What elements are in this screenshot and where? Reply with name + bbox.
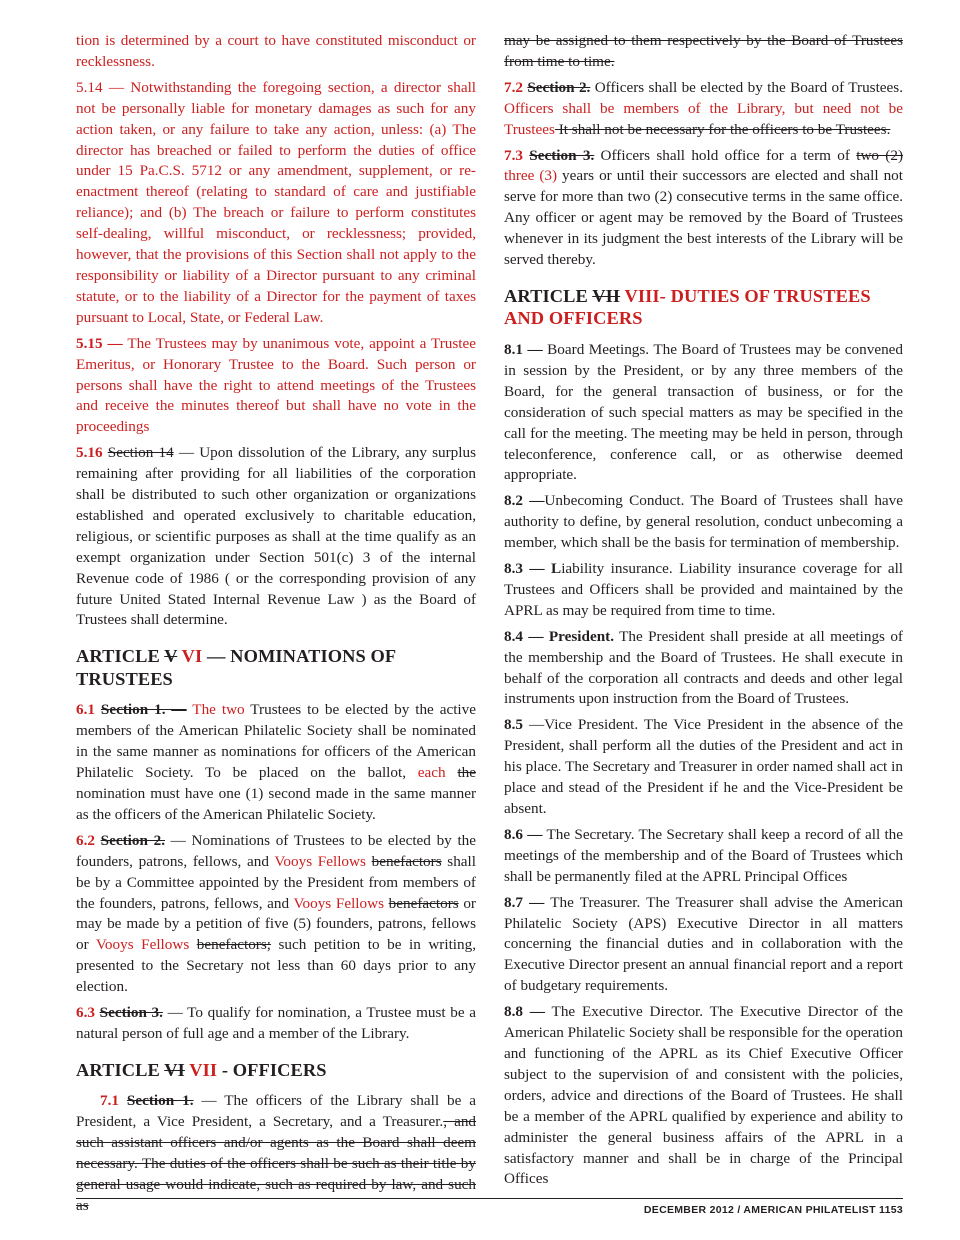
section-8-8: 8.8 — The Executive Director. The Executive Director of the American Philatelic Society shall be responsible for the operation and functioning of the APRL as its Chief Executive Officer subject to the supervision of and consistent with the policies, orders, advice and directions of the Board of Trustees. He shall be a member of the APRL qualified by experience and ability to administer the general business affairs of the APRL in a satisfactory manner and shall be in charge of the Principal Offices	[504, 1003, 904, 1188]
section-5-15: 5.15 — The Trustees may by unanimous vote, appoint a Trustee Emeritus, or Honorary Trustee to the Board. Such person or persons shall have the right to attend meetings of the Trustees and receive the minutes thereof but shall have no vote in the proceedings	[76, 334, 476, 436]
section-8-6: 8.6 — The Secretary. The Secretary shall keep a record of all the meetings of the membership and of the Board of Trustees which shall be permanently filed at the APRL Principal Offices	[504, 825, 904, 885]
section-7-1: 7.1 Section 1. — The officers of the Library shall be a President, a Vice President, a Secretary, and a Treasurer., and such assistant officers and/or agents as the Board shall deem necessary. The duties of the officers shall be such as their title by general usage would indicate, such as required by law, and such as	[76, 1092, 477, 1214]
left-column	[76, 31, 476, 1222]
section-8-3: 8.3 — Liability insurance. Liability insurance coverage for all Trustees and Officers shall be provided and maintained by the APRL as may be required from time to time.	[504, 560, 904, 619]
section-8-1: 8.1 — Board Meetings. The Board of Trustees may be convened in session by the President, or by any three members of the Board, for the general transaction of business, or for the consideration of such special matters as may be specified in the call for the meeting. The meeting may be held in person, through teleconference, conference call, or as otherwise deemed appropriate.	[504, 340, 903, 484]
section-8-2: 8.2 —Unbecoming Conduct. The Board of Trustees shall have authority to define, by general resolution, conduct unbecoming a member, which shall be the basis for termination of membership.	[504, 492, 903, 552]
section-7-3: 7.3 Section 3. Officers shall hold office for a term of two (2) three (3) years or until their successors are elected and shall not serve for more than two (2) consecutive terms in the same office. Any officer or agent may be removed by the Board of Trustees whenever in its judgment the best interests of the Library will be served thereby.	[504, 146, 904, 269]
section-7-2: 7.2 Section 2. Officers shall be elected by the Board of Trustees. Officers shall be members of the Library, but need not be Trustees It shall not be necessary for the officers to be Trustees.	[504, 78, 903, 138]
right-column	[504, 31, 903, 1195]
page-footer: DECEMBER 2012 / AMERICAN PHILATELIST 1153	[643, 1204, 903, 1216]
section-5-14: 5.14 — Notwithstanding the foregoing section, a director shall not be personally liable for monetary damages as such for any action taken, or any failure to take any action, unless: (a) The director has breached or failed to perform the duties of office under 15 Pa.C.S. 5712 or any amendment, supplement, or re-enactment thereof (relating to standard of care and justifiable reliance); and (b) The breach or failure to perform constitutes self-dealing, willful misconduct, or recklessness; provided, however, that the provisions of this Section shall not apply to the responsibility or liability of a Director pursuant to any criminal statute, or to the liability of a Director for the payment of taxes pursuant to Local, State, or Federal Law.	[76, 78, 477, 326]
article-6-heading: ARTICLE V VI — NOMINATIONS OF TRUSTEES	[76, 646, 396, 689]
article-8-heading: ARTICLE VII VIII- DUTIES OF TRUSTEES AND OFFICERS	[504, 285, 871, 329]
section-8-7: 8.7 — The Treasurer. The Treasurer shall advise the American Philatelic Society (APS) Executive Director in all matters concerning the financial duties and in collaboration with the Executive Director present an annual financial report and a report of budgetary requirements.	[504, 893, 903, 995]
section-6-1: 6.1 Section 1. — The two Trustees to be elected by the active members of the American Philatelic Society shall be nominated in the same manner as nominations for officers of the American Philatelic Society. To be placed on the ballot, each the nomination must have one (1) second made in the same manner as the officers of the American Philatelic Society.	[76, 701, 476, 823]
section-5-16: 5.16 Section 14 — Upon dissolution of the Library, any surplus remaining after providing for all liabilities of the corporation shall be distributed to such other organization or organizations established and operated exclusively to charitable education, religious, or scientific purposes as shall at the time qualify as an exempt organization under Section 501(c) 3 of the internal Revenue code of 1986 ( or the corresponding provision of any future United Stated Internal Revenue Law ) as the Board of Trustees shall determine.	[76, 444, 477, 629]
section-7-1-continued: may be assigned to them respectively by the Board of Trustees from time to time.	[504, 32, 903, 70]
paragraph-continued: tion is determined by a court to have constituted misconduct or recklessness.	[76, 32, 476, 70]
section-8-5: 8.5 —Vice President. The Vice President in the absence of the President, shall perform all the duties of the President and act in his place. The Secretary and Treasurer in order named shall act in place and stead of the President if he and the Vice-President be absent.	[504, 716, 903, 817]
section-8-4: 8.4 — President. The President shall preside at all meetings of the membership and the Board of Trustees. He shall execute in behalf of the corporation all contracts and deeds and other legal instruments upon instruction from the Board of Trustees.	[504, 627, 903, 708]
article-7-heading: ARTICLE VI VII - OFFICERS	[76, 1059, 327, 1080]
footer-rule	[76, 1198, 903, 1199]
section-6-3: 6.3 Section 3. — To qualify for nomination, a Trustee must be a natural person of full age and a member of the Library.	[76, 1004, 477, 1042]
section-6-2: 6.2 Section 2. — Nominations of Trustees to be elected by the founders, patrons, fellows, and Vooys Fellows benefactors shall be by a Committee appointed by the President from members of the founders, patrons, fellows, and Vooys Fellows benefactors or may be made by a petition of five (5) founders, patrons, fellows or Vooys Fellows benefactors; such petition to be in writing, presented to the Secretary not less than 60 days prior to any election.	[76, 831, 476, 996]
